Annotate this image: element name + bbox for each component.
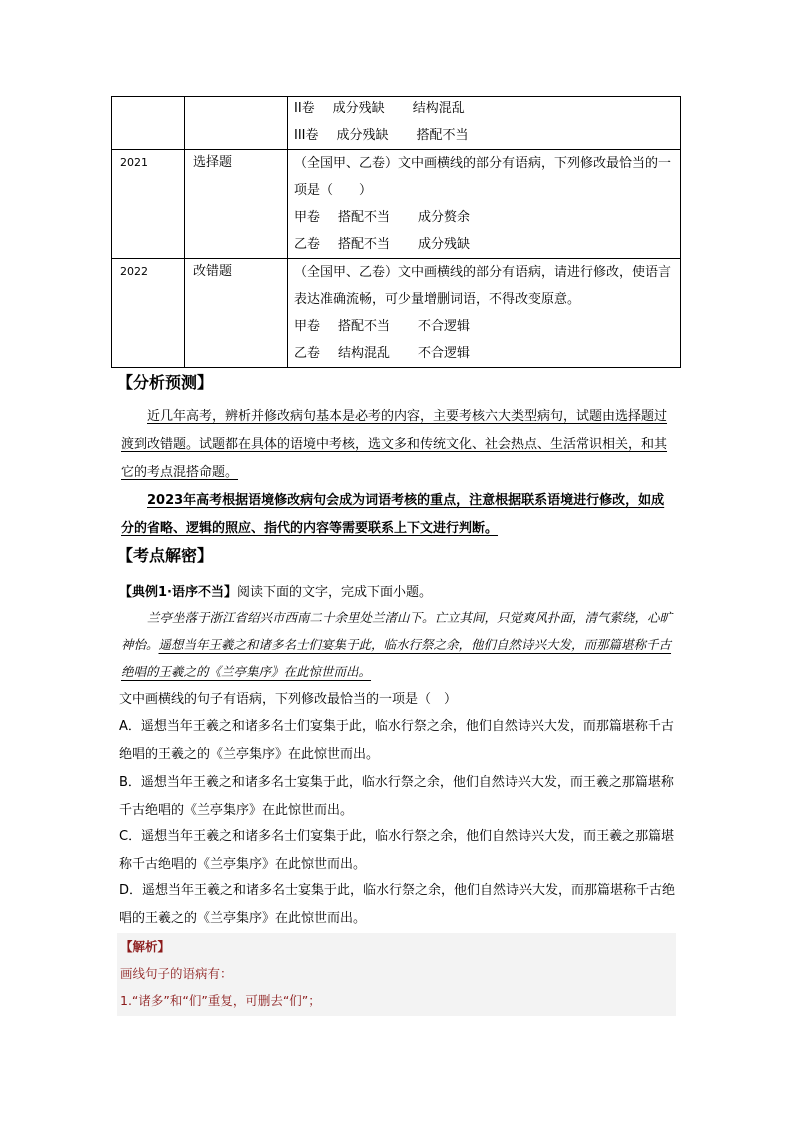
table-row: [112, 150, 681, 259]
error-type: 搭配不当: [338, 210, 391, 225]
reading-passage: [121, 604, 677, 685]
error-type: 不合逻辑: [418, 319, 471, 334]
error-type: 搭配不当: [338, 237, 391, 252]
error-type: 成分残缺: [332, 101, 385, 116]
question-stem: 文中画横线的句子有语病，下列修改最恰当的一项是（ ）: [119, 692, 458, 707]
question-desc: （全国甲、乙卷）文中画横线的部分有语病，请进行修改，使语言表达准确流畅，可少量增删词语，不得改变原意。: [294, 265, 672, 307]
passage-plain: 兰亭坐落于浙江省绍兴市西南二十余里处兰渚山下。亡立其间，只觉爽风扑面，清气萦绕，心旷神怡。: [121, 610, 673, 652]
example-instruction: 阅读下面的文字，完成下面小题。: [236, 585, 432, 600]
paper-label: 甲卷: [294, 319, 321, 334]
paper-label: III卷: [294, 128, 319, 143]
paper-label: 甲卷: [294, 210, 321, 225]
paper-label: 乙卷: [294, 346, 321, 361]
error-type: 结构混乱: [412, 101, 465, 116]
error-type: 成分残缺: [418, 237, 471, 252]
analysis-line: 1.“诸多”和“们”重复，可删去“们”；: [120, 993, 321, 1008]
option-d: D．遥想当年王羲之和诸多名士宴集于此，临水行祭之余，他们自然诗兴大发，而那篇堪称千古绝唱的王羲之的《兰亭集序》在此惊世而出。: [119, 883, 676, 926]
example-label: 【典例1·语序不当】: [119, 585, 237, 600]
type-cell: 改错题: [185, 259, 288, 368]
analysis-text: 近几年高考，辨析并修改病句基本是必考的内容，主要考核六大类型病句，试题由选择题过渡到改错题。试题都在具体的语境中考核，选文多和传统文化、社会热点、生活常识相关，和其它的考点混搭命题。: [121, 409, 668, 480]
paper-label: II卷: [294, 101, 315, 116]
exam-history-table: [111, 96, 681, 368]
question-desc: （全国甲、乙卷）文中画横线的部分有语病，下列修改最恰当的一项是（ ）: [294, 156, 672, 198]
analysis-label: 【解析】: [120, 939, 171, 954]
option-b: B．遥想当年王羲之和诸多名士宴集于此，临水行祭之余，他们自然诗兴大发，而王羲之那篇堪称千古绝唱的《兰亭集序》在此惊世而出。: [119, 775, 674, 818]
error-type: 成分赘余: [418, 210, 471, 225]
type-cell: 选择题: [185, 150, 288, 259]
prediction-paragraph: [121, 487, 677, 543]
section-heading-points: 【考点解密】: [117, 546, 214, 565]
passage-underlined: 遥想当年王羲之和诸多名士们宴集于此，临水行祭之余，他们自然诗兴大发，而那篇堪称千古绝唱的王羲之的《兰亭集序》在此惊世而出。: [121, 637, 672, 679]
analysis-paragraph: [121, 403, 677, 487]
year-cell: [112, 97, 185, 150]
table-row: [112, 259, 681, 368]
error-type: 结构混乱: [338, 346, 391, 361]
type-cell: [185, 97, 288, 150]
error-type: 搭配不当: [338, 319, 391, 334]
error-type: 成分残缺: [336, 128, 389, 143]
error-type: 不合逻辑: [418, 346, 471, 361]
example-title: [119, 583, 432, 603]
year-cell: 2022: [112, 259, 185, 368]
analysis-box: [117, 933, 676, 1016]
table-row: [112, 97, 681, 150]
prediction-text: 2023年高考根据语境修改病句会成为词语考核的重点，注意根据联系语境进行修改，如成分的省略、逻辑的照应、指代的内容等需要联系上下文进行判断。: [121, 493, 665, 536]
section-heading-analysis: 【分析预测】: [117, 373, 214, 392]
analysis-line: 画线句子的语病有：: [120, 966, 233, 981]
error-type: 搭配不当: [416, 128, 469, 143]
year-cell: 2021: [112, 150, 185, 259]
detail-cell: [288, 150, 681, 259]
detail-cell: [288, 97, 681, 150]
option-a: A．遥想当年王羲之和诸多名士们宴集于此，临水行祭之余，他们自然诗兴大发，而那篇堪称千古绝唱的王羲之的《兰亭集序》在此惊世而出。: [119, 719, 674, 762]
option-c: C．遥想当年王羲之和诸多名士们宴集于此，临水行祭之余，他们自然诗兴大发，而王羲之那篇堪称千古绝唱的《兰亭集序》在此惊世而出。: [119, 829, 675, 872]
detail-cell: [288, 259, 681, 368]
paper-label: 乙卷: [294, 237, 321, 252]
